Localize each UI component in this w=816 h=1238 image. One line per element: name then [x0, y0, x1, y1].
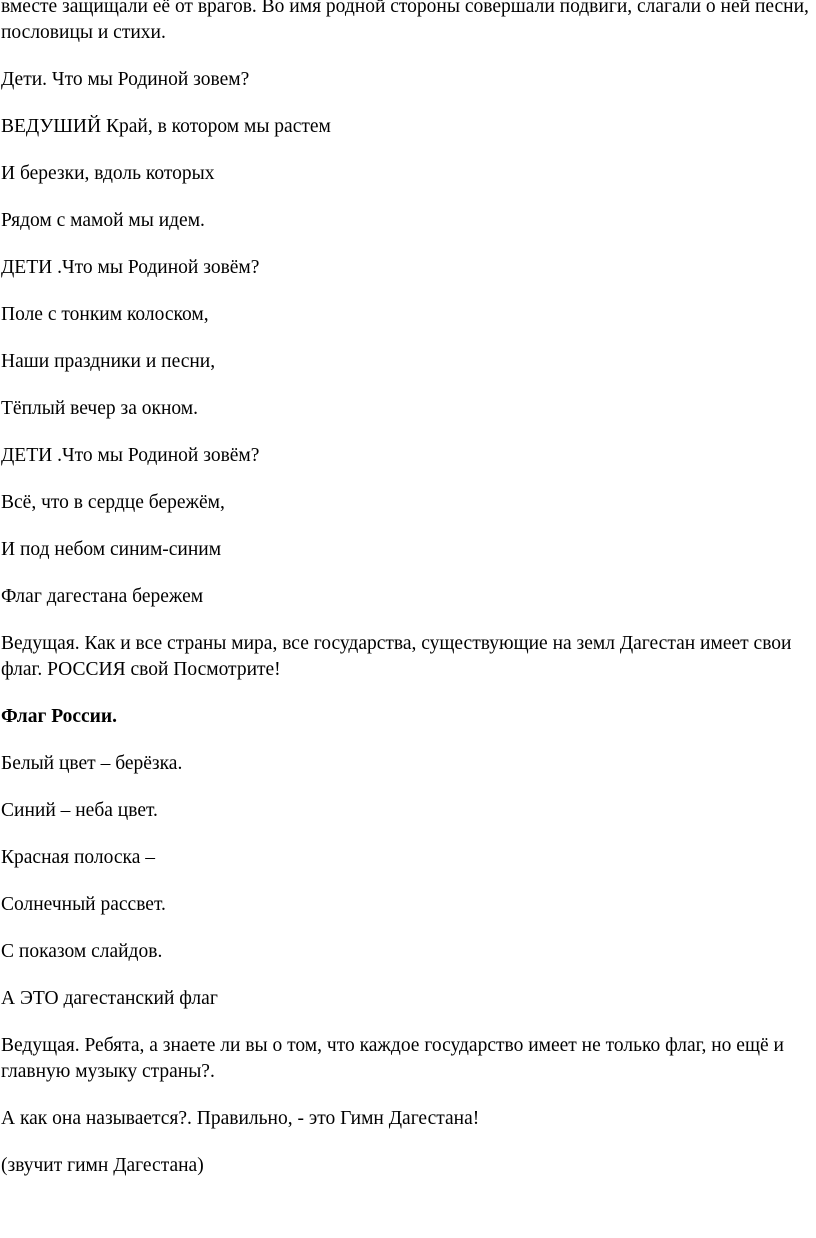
paragraph-verse-line: Красная полоска –	[1, 847, 156, 868]
paragraph-verse-line: Рядом с мамой мы идем.	[1, 210, 205, 231]
paragraph-anthem-name: А как она называется?. Правильно, - это Гимн Дагестана!	[1, 1108, 480, 1129]
paragraph-verse-line: Флаг дагестана бережем	[1, 586, 204, 607]
paragraph-verse-line: Солнечный рассвет.	[1, 894, 166, 915]
section-heading-russia-flag: Флаг России.	[1, 706, 118, 727]
paragraph-host-line: ВЕДУШИЙ Край, в котором мы растем	[1, 116, 331, 137]
paragraph-verse-line: И под небом синим-синим	[1, 539, 222, 560]
paragraph-children-question: ДЕТИ .Что мы Родиной зовём?	[1, 257, 260, 278]
paragraph-anthem-plays: (звучит гимн Дагестана)	[1, 1155, 204, 1176]
paragraph-host-anthem: Ведущая. Ребята, а знаете ли вы о том, что каждое государство имеет не только флаг, но ещё и главную музыку страны?.	[1, 1035, 784, 1082]
paragraph-children-question: Дети. Что мы Родиной зовем?	[1, 69, 250, 90]
paragraph-verse-line: Наши праздники и песни,	[1, 351, 216, 372]
paragraph-verse-line: И березки, вдоль которых	[1, 163, 215, 184]
paragraph-verse-line: Всё, что в сердце бережём,	[1, 492, 225, 513]
paragraph-slides-note: С показом слайдов.	[1, 941, 163, 962]
paragraph-verse-line: Поле с тонким колоском,	[1, 304, 209, 325]
paragraph-children-question: ДЕТИ .Что мы Родиной зовём?	[1, 445, 260, 466]
paragraph-verse-line: Тёплый вечер за окном.	[1, 398, 198, 419]
paragraph-host-flags: Ведущая. Как и все страны мира, все государства, существующие на земл Дагестан имеет свои флаг. РОССИЯ свой Посмотрите!	[1, 633, 792, 680]
paragraph-dagestan-flag: А ЭТО дагестанский флаг	[1, 988, 218, 1009]
paragraph-verse-line: Белый цвет – берёзка.	[1, 753, 183, 774]
paragraph-verse-line: Синий – неба цвет.	[1, 800, 158, 821]
paragraph-intro: вместе защищали её от врагов. Во имя родной стороны совершали подвиги, слагали о ней песни, пословицы и стихи.	[1, 0, 809, 43]
